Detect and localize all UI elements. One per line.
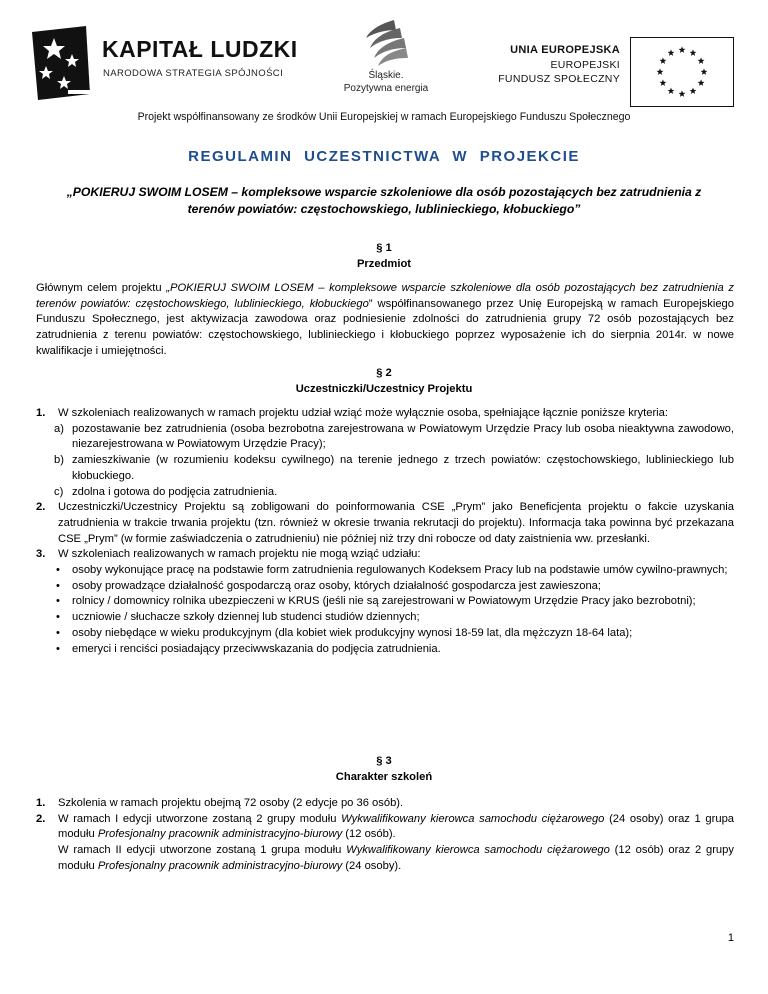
section-1-project-italic: „POKIERUJ SWOIM LOSEM – kompleksowe wsparcie szkoleniowe dla osób pozostających bez zatrudnienia z terenów powiatów: częstochowskiego, lublinieckiego, kłobuckiego xyxy=(36,282,734,310)
list-item: 1. Szkolenia w ramach projektu obejmą 72 osoby (2 edycje po 36 osób). xyxy=(36,797,404,809)
cofinancing-note: Projekt współfinansowany ze środków Unii Europejskiej w ramach Europejskiego Funduszu Społecznego xyxy=(137,111,631,123)
section-1-name: Przedmiot xyxy=(356,258,412,270)
list-item: 3. W szkoleniach realizowanych w ramach projektu nie mogą wziąć udziału: xyxy=(36,548,421,561)
eu-line-3: FUNDUSZ SPOŁECZNY xyxy=(498,73,620,85)
section-2-name: Uczestniczki/Uczestnicy Projektu xyxy=(295,383,473,395)
sub-list-item: a) pozostawanie bez zatrudnienia (osoba bezrobotna zarejestrowana w Powiatowym Urzędzie Pracy lub osoba nieaktywna zawodowo, niezarejestrowana w Powiatowym Urzędzie Pracy); xyxy=(54,422,734,451)
section-3-list xyxy=(36,796,734,875)
bullet-icon: • xyxy=(56,611,60,624)
document-title: REGULAMIN UCZESTNICTWA W PROJEKCIE xyxy=(188,148,580,165)
kapital-ludzki-logo xyxy=(28,22,298,104)
eu-line-2: EUROPEJSKI xyxy=(550,59,620,71)
list-item: 2. Uczestniczki/Uczestnicy Projektu są zobligowani do poinformowania CSE „Prym” jako Beneficjenta projektu o fakcie uzyskania zatrudnienia w trakcie trwania projektu (tzn. również w okresie trwania rekrutacji do projektu). Informacja taka powinna być przekazana CSE „Prym” (w formie zaświadczenia o zatrudnieniu) nie później niż trzy dni robocze od daty zaistnienia ww. przesłanki. xyxy=(36,501,734,545)
bullet-item: • osoby prowadzące działalność gospodarczą oraz osoby, których działalność gospodarcza jest zawieszona; xyxy=(54,579,734,595)
bullet-icon: • xyxy=(56,579,60,592)
eu-line-1: UNIA EUROPEJSKA xyxy=(510,44,620,56)
section-3-name: Charakter szkoleń xyxy=(335,771,433,783)
sub-list-item: c) zdolna i gotowa do podjęcia zatrudnienia. xyxy=(54,485,278,498)
slaskie-logo xyxy=(340,18,432,102)
bullet-item: • uczniowie / słuchacze szkoły dziennej lub studenci studiów dziennych; xyxy=(54,610,734,626)
kapital-ludzki-title: KAPITAŁ LUDZKI xyxy=(102,36,298,62)
section-2-list xyxy=(36,406,734,657)
bullet-item: • emeryci i renciści posiadający przeciwwskazania do podjęcia zatrudnienia. xyxy=(54,642,734,658)
eu-logo-text xyxy=(470,42,620,86)
section-1-rest: ” współfinansowanego przez Unię Europejską w ramach Europejskiego Funduszu Społecznego, jest aktywizacja zawodowa oraz podniesienie zdolności do zatrudnienia grupy 72 osób pozostających bez zatrudnienia z terenu powiatów: częstochowskiego, lublinieckiego i kłobuckiego poprzez wyposażenie ich do sierpnia 2014r. w nowe kwalifikacje i umiejętności. xyxy=(36,297,734,357)
section-3-number: § 3 xyxy=(376,755,392,767)
list-item: 2. W ramach I edycji utworzone zostaną 2 grupy modułu Wykwalifikowany kierowca samochodu ciężarowego (24 osoby) oraz 1 grupa modułu Profesjonalny pracownik administracyjno-biurowy (12 osób). W ramach II edycji utworzone zostaną 1 grupa modułu Wykwalifikowany kierowca samochodu ciężarowego (12 osób) oraz 2 grupy modułu Profesjonalny pracownik administracyjno-biurowy (24 osoby). xyxy=(36,812,735,872)
sub-list-item: b) zamieszkiwanie (w rozumieniu kodeksu cywilnego) na terenie jednego z trzech powiatów: częstochowskiego, lublinieckiego lub kłobuckiego. xyxy=(54,454,734,482)
slaskie-name: Śląskie. xyxy=(368,70,404,81)
section-1-number: § 1 xyxy=(376,242,392,254)
kapital-ludzki-subtitle: NARODOWA STRATEGIA SPÓJNOŚCI xyxy=(103,68,284,79)
slaskie-wave-icon xyxy=(356,18,416,68)
kapital-ludzki-emblem-icon xyxy=(28,24,94,102)
section-1-intro: Głównym celem projektu xyxy=(36,282,167,294)
list-item: 1. W szkoleniach realizowanych w ramach projektu udział wziąć może wyłącznie osoba, spełniające łącznie poniższe kryteria: xyxy=(36,407,668,419)
bullet-item: • osoby wykonujące pracę na podstawie form zatrudnienia regulowanych Kodeksem Pracy lub na podstawie umów cywilno-prawnych; xyxy=(54,563,734,579)
page-number: 1 xyxy=(727,932,734,944)
slaskie-tagline: Pozytywna energia xyxy=(343,83,429,94)
bullet-item: • rolnicy / domownicy rolnika ubezpieczeni w KRUS (jeśli nie są zarejestrowani w Powiatowym Urzędzie Pracy jako bezrobotni); xyxy=(54,594,734,610)
project-name: „POKIERUJ SWOIM LOSEM – kompleksowe wsparcie szkoleniowe dla osób pozostających bez zatrudnienia z terenów powiatów: częstochowskiego, lublinieckiego, kłobuckiego” xyxy=(66,185,702,216)
section-2-number: § 2 xyxy=(376,367,392,379)
bullet-icon: • xyxy=(56,595,60,608)
bullet-icon: • xyxy=(56,642,60,655)
bullet-item: • osoby niebędące w wieku produkcyjnym (dla kobiet wiek produkcyjny wynosi 18-59 lat, dla mężczyzn 18-64 lata); xyxy=(54,626,734,642)
section-1-paragraph xyxy=(36,281,734,360)
bullet-icon: • xyxy=(56,564,60,577)
eu-flag-icon xyxy=(630,37,734,107)
bullet-icon: • xyxy=(56,626,60,639)
